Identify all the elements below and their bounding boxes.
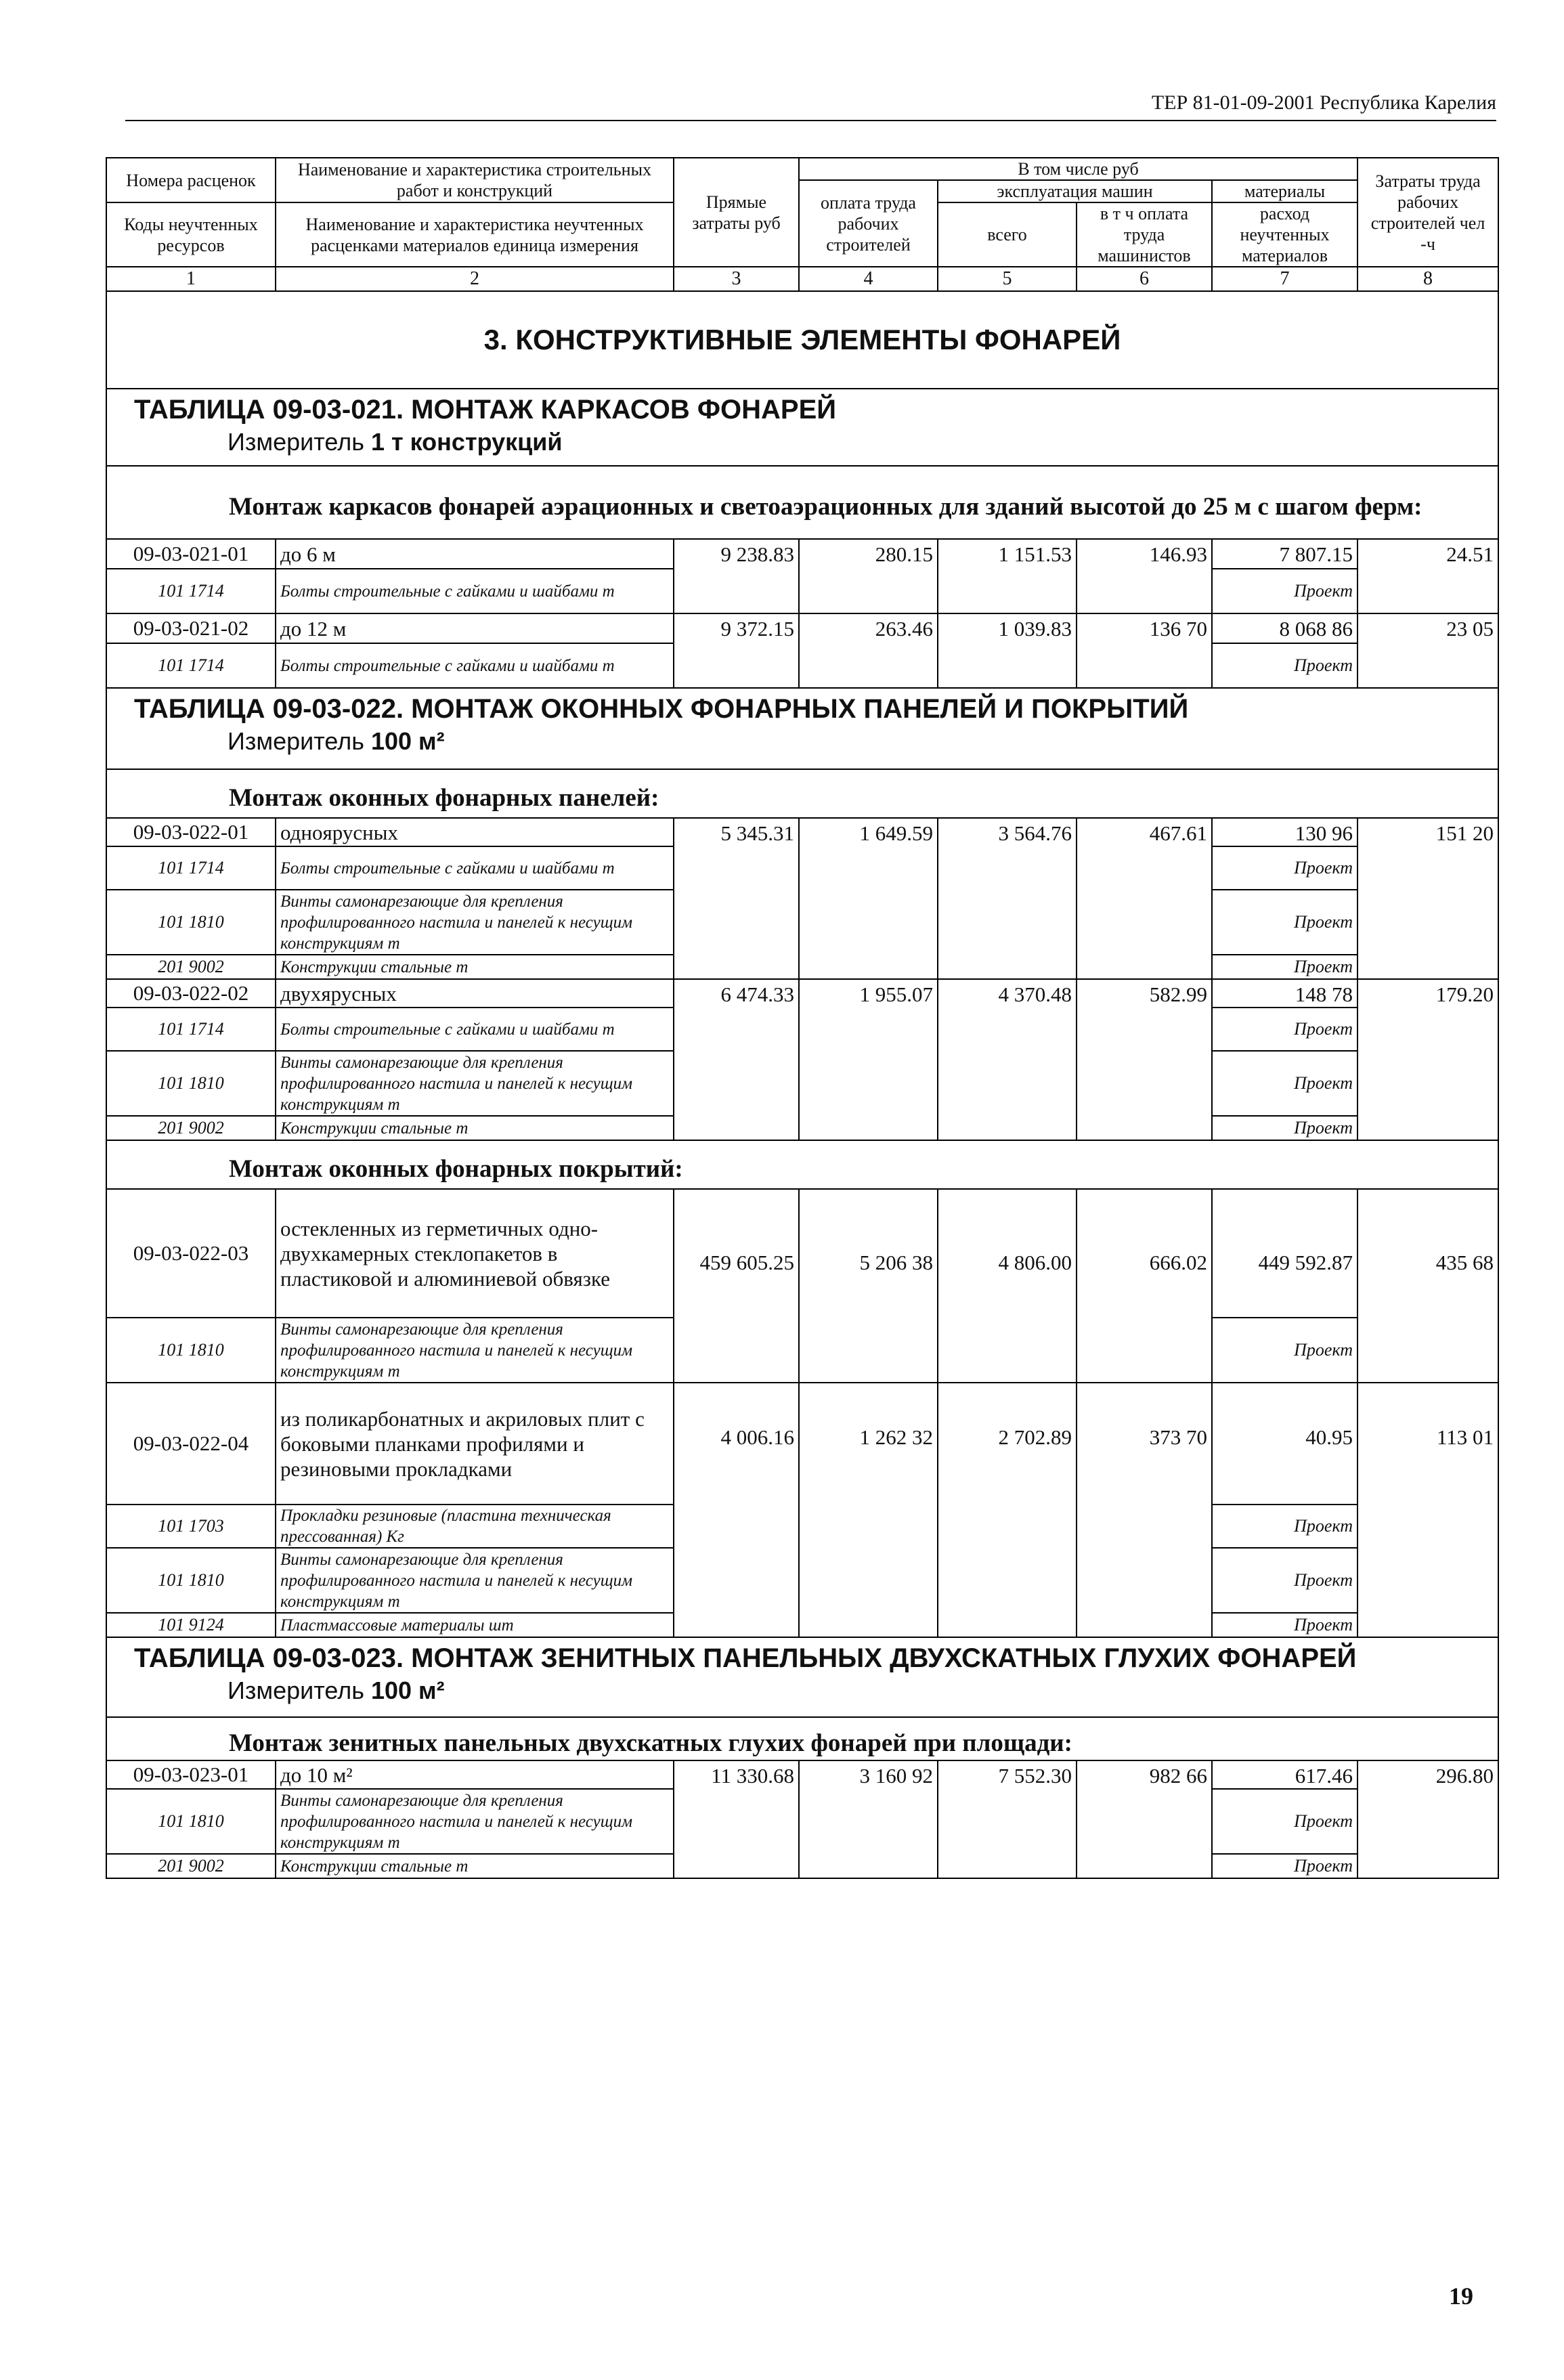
rate-name: до 6 м <box>276 539 674 569</box>
value-operators: 582.99 <box>1077 979 1212 1140</box>
resource-project: Проект <box>1212 1505 1357 1548</box>
value-labor-hours: 179.20 <box>1357 979 1498 1140</box>
rate-name: однoярусных <box>276 818 674 846</box>
col-header-2a: Наименование и характеристика строительных работ и конструкций <box>276 158 674 202</box>
table-title-021 <box>106 389 1498 466</box>
rate-code: 09-03-023-01 <box>106 1760 276 1789</box>
page-number: 19 <box>1449 2282 1473 2310</box>
column-number-row <box>106 267 1498 291</box>
group-heading: Монтаж каркасов фонарей аэрационных и светоаэрационных для зданий высотой до 25 м с шагом ферм: <box>106 466 1498 539</box>
meter-value: 1 т конструкций <box>370 428 563 456</box>
col-header-5: всего <box>938 202 1077 267</box>
value-machines: 4 806.00 <box>938 1189 1077 1383</box>
value-labor-hours: 435 68 <box>1357 1189 1498 1383</box>
resource-name: Винты самонарезающие для крепления профилированного настила и панелей к несущим конструкциям т <box>276 890 674 955</box>
group-heading: Монтаж оконных фонарных покрытий: <box>106 1140 1498 1189</box>
value-labor: 3 160 92 <box>799 1760 938 1878</box>
resource-name: Винты самонарезающие для крепления профилированного настила и панелей к несущим конструкциям т <box>276 1318 674 1383</box>
rate-name: до 12 м <box>276 613 674 643</box>
col-num: 6 <box>1077 267 1212 291</box>
table-row <box>106 1760 1498 1789</box>
meter-value: 100 м² <box>370 1676 445 1704</box>
table-title-text: ТАБЛИЦА 09-03-022. МОНТАЖ ОКОННЫХ ФОНАРНЫХ ПАНЕЛЕЙ И ПОКРЫТИЙ <box>134 694 1189 724</box>
meter-022 <box>134 724 1494 758</box>
value-operators: 136 70 <box>1077 613 1212 688</box>
value-operators: 373 70 <box>1077 1383 1212 1637</box>
value-direct: 9 238.83 <box>674 539 799 613</box>
value-labor-hours: 151 20 <box>1357 818 1498 979</box>
value-labor: 1 262 32 <box>799 1383 938 1637</box>
resource-project: Проект <box>1212 1789 1357 1854</box>
value-materials: 148 78 <box>1212 979 1357 1008</box>
value-machines: 1 039.83 <box>938 613 1077 688</box>
col-header-exploitation: эксплуатация машин <box>938 180 1212 202</box>
value-labor: 1 649.59 <box>799 818 938 979</box>
resource-code: 101 1714 <box>106 1008 276 1051</box>
meter-label: Измеритель <box>227 1676 364 1704</box>
resource-name: Пластмассовые материалы шт <box>276 1613 674 1637</box>
resource-project: Проект <box>1212 846 1357 890</box>
meter-value: 100 м² <box>370 727 445 755</box>
rate-code: 09-03-021-02 <box>106 613 276 643</box>
value-operators: 982 66 <box>1077 1760 1212 1878</box>
resource-project: Проект <box>1212 1051 1357 1116</box>
resource-project: Проект <box>1212 1548 1357 1613</box>
col-header-7: расход неучтенных материалов <box>1212 202 1357 267</box>
table-row <box>106 613 1498 643</box>
resource-project: Проект <box>1212 1318 1357 1383</box>
resource-project: Проект <box>1212 890 1357 955</box>
value-operators: 467.61 <box>1077 818 1212 979</box>
meter-023 <box>134 1674 1494 1708</box>
value-direct: 4 006.16 <box>674 1383 799 1637</box>
col-header-1b: Коды неучтенных ресурсов <box>106 202 276 267</box>
resource-name: Прокладки резиновые (пластина техническая прессованная) Кг <box>276 1505 674 1548</box>
value-machines: 2 702.89 <box>938 1383 1077 1637</box>
resource-code: 201 9002 <box>106 955 276 979</box>
col-header-4: оплата труда рабочих строителей <box>799 180 938 267</box>
table-row <box>106 1189 1498 1318</box>
resource-name: Конструкции стальные т <box>276 955 674 979</box>
value-materials: 617.46 <box>1212 1760 1357 1789</box>
resource-project: Проект <box>1212 643 1357 688</box>
value-labor: 280.15 <box>799 539 938 613</box>
resource-name: Винты самонарезающие для крепления профилированного настила и панелей к несущим конструкциям т <box>276 1051 674 1116</box>
value-materials: 130 96 <box>1212 818 1357 846</box>
rate-code: 09-03-022-04 <box>106 1383 276 1505</box>
document-header: ТЕР 81-01-09-2001 Республика Карелия <box>125 91 1496 121</box>
rate-code: 09-03-022-02 <box>106 979 276 1008</box>
value-labor-hours: 296.80 <box>1357 1760 1498 1878</box>
table-row <box>106 818 1498 846</box>
rate-code: 09-03-021-01 <box>106 539 276 569</box>
col-num: 3 <box>674 267 799 291</box>
col-num: 1 <box>106 267 276 291</box>
col-num: 5 <box>938 267 1077 291</box>
resource-code: 101 1810 <box>106 1548 276 1613</box>
value-materials: 449 592.87 <box>1212 1189 1357 1318</box>
resource-code: 101 1810 <box>106 1318 276 1383</box>
group-heading: Монтаж зенитных панельных двухскатных глухих фонарей при площади: <box>106 1717 1498 1760</box>
resource-name: Болты строительные с гайками и шайбами т <box>276 643 674 688</box>
group-heading: Монтаж оконных фонарных панелей: <box>106 769 1498 818</box>
value-direct: 6 474.33 <box>674 979 799 1140</box>
resource-code: 101 9124 <box>106 1613 276 1637</box>
value-direct: 459 605.25 <box>674 1189 799 1383</box>
col-num: 4 <box>799 267 938 291</box>
resource-project: Проект <box>1212 569 1357 613</box>
value-operators: 146.93 <box>1077 539 1212 613</box>
value-operators: 666.02 <box>1077 1189 1212 1383</box>
resource-name: Болты строительные с гайками и шайбами т <box>276 846 674 890</box>
resource-code: 101 1810 <box>106 1789 276 1854</box>
meter-021 <box>134 425 1494 459</box>
table-row <box>106 979 1498 1008</box>
value-machines: 3 564.76 <box>938 818 1077 979</box>
column-header-row <box>106 158 1498 180</box>
col-header-3: Прямые затраты руб <box>674 158 799 267</box>
col-num: 7 <box>1212 267 1357 291</box>
resource-project: Проект <box>1212 1613 1357 1637</box>
resource-name: Конструкции стальные т <box>276 1854 674 1878</box>
resource-project: Проект <box>1212 1854 1357 1878</box>
meter-label: Измеритель <box>227 727 364 755</box>
col-num: 2 <box>276 267 674 291</box>
resource-code: 101 1714 <box>106 846 276 890</box>
resource-code: 101 1810 <box>106 890 276 955</box>
table-title-text: ТАБЛИЦА 09-03-021. МОНТАЖ КАРКАСОВ ФОНАРЕЙ <box>134 395 836 425</box>
value-labor: 5 206 38 <box>799 1189 938 1383</box>
value-materials: 7 807.15 <box>1212 539 1357 569</box>
resource-code: 201 9002 <box>106 1116 276 1140</box>
value-machines: 1 151.53 <box>938 539 1077 613</box>
value-labor: 1 955.07 <box>799 979 938 1140</box>
col-header-2b: Наименование и характеристика неучтенных расценками материалов единица измерения <box>276 202 674 267</box>
value-machines: 7 552.30 <box>938 1760 1077 1878</box>
resource-name: Болты строительные с гайками и шайбами т <box>276 569 674 613</box>
value-labor: 263.46 <box>799 613 938 688</box>
resource-code: 101 1810 <box>106 1051 276 1116</box>
value-materials: 8 068 86 <box>1212 613 1357 643</box>
value-direct: 11 330.68 <box>674 1760 799 1878</box>
value-labor-hours: 23 05 <box>1357 613 1498 688</box>
meter-label: Измеритель <box>227 428 364 456</box>
rate-code: 09-03-022-03 <box>106 1189 276 1318</box>
rate-name: до 10 м² <box>276 1760 674 1789</box>
section-title: 3. КОНСТРУКТИВНЫЕ ЭЛЕМЕНТЫ ФОНАРЕЙ <box>106 291 1498 389</box>
rate-name: из поликарбонатных и акриловых плит с боковыми планками профилями и резиновыми прокладками <box>276 1383 674 1505</box>
resource-code: 101 1714 <box>106 569 276 613</box>
value-labor-hours: 24.51 <box>1357 539 1498 613</box>
table-row <box>106 539 1498 569</box>
resource-name: Болты строительные с гайками и шайбами т <box>276 1008 674 1051</box>
rate-name: остекленных из герметичных одно- двухкамерных стеклопакетов в пластиковой и алюминиевой обвязке <box>276 1189 674 1318</box>
table-title-text: ТАБЛИЦА 09-03-023. МОНТАЖ ЗЕНИТНЫХ ПАНЕЛЬНЫХ ДВУХСКАТНЫХ ГЛУХИХ ФОНАРЕЙ <box>134 1643 1357 1673</box>
resource-name: Винты самонарезающие для крепления профилированного настила и панелей к несущим конструкциям т <box>276 1789 674 1854</box>
col-header-group: В том числе руб <box>799 158 1357 180</box>
value-materials: 40.95 <box>1212 1383 1357 1505</box>
resource-project: Проект <box>1212 1116 1357 1140</box>
resource-project: Проект <box>1212 955 1357 979</box>
value-labor-hours: 113 01 <box>1357 1383 1498 1637</box>
col-num: 8 <box>1357 267 1498 291</box>
resource-name: Винты самонарезающие для крепления профилированного настила и панелей к несущим конструкциям т <box>276 1548 674 1613</box>
col-header-1a: Номера расценок <box>106 158 276 202</box>
rate-code: 09-03-022-01 <box>106 818 276 846</box>
resource-code: 101 1703 <box>106 1505 276 1548</box>
resource-project: Проект <box>1212 1008 1357 1051</box>
col-header-6: в т ч оплата труда машинистов <box>1077 202 1212 267</box>
col-header-materials: материалы <box>1212 180 1357 202</box>
value-machines: 4 370.48 <box>938 979 1077 1140</box>
value-direct: 9 372.15 <box>674 613 799 688</box>
table-title-022 <box>106 688 1498 769</box>
resource-name: Конструкции стальные т <box>276 1116 674 1140</box>
rate-name: двухярусных <box>276 979 674 1008</box>
col-header-8: Затраты труда рабочих строителей чел -ч <box>1357 158 1498 267</box>
rates-table <box>106 157 1499 1879</box>
resource-code: 101 1714 <box>106 643 276 688</box>
table-title-023 <box>106 1637 1498 1717</box>
resource-code: 201 9002 <box>106 1854 276 1878</box>
value-direct: 5 345.31 <box>674 818 799 979</box>
table-row <box>106 1383 1498 1505</box>
